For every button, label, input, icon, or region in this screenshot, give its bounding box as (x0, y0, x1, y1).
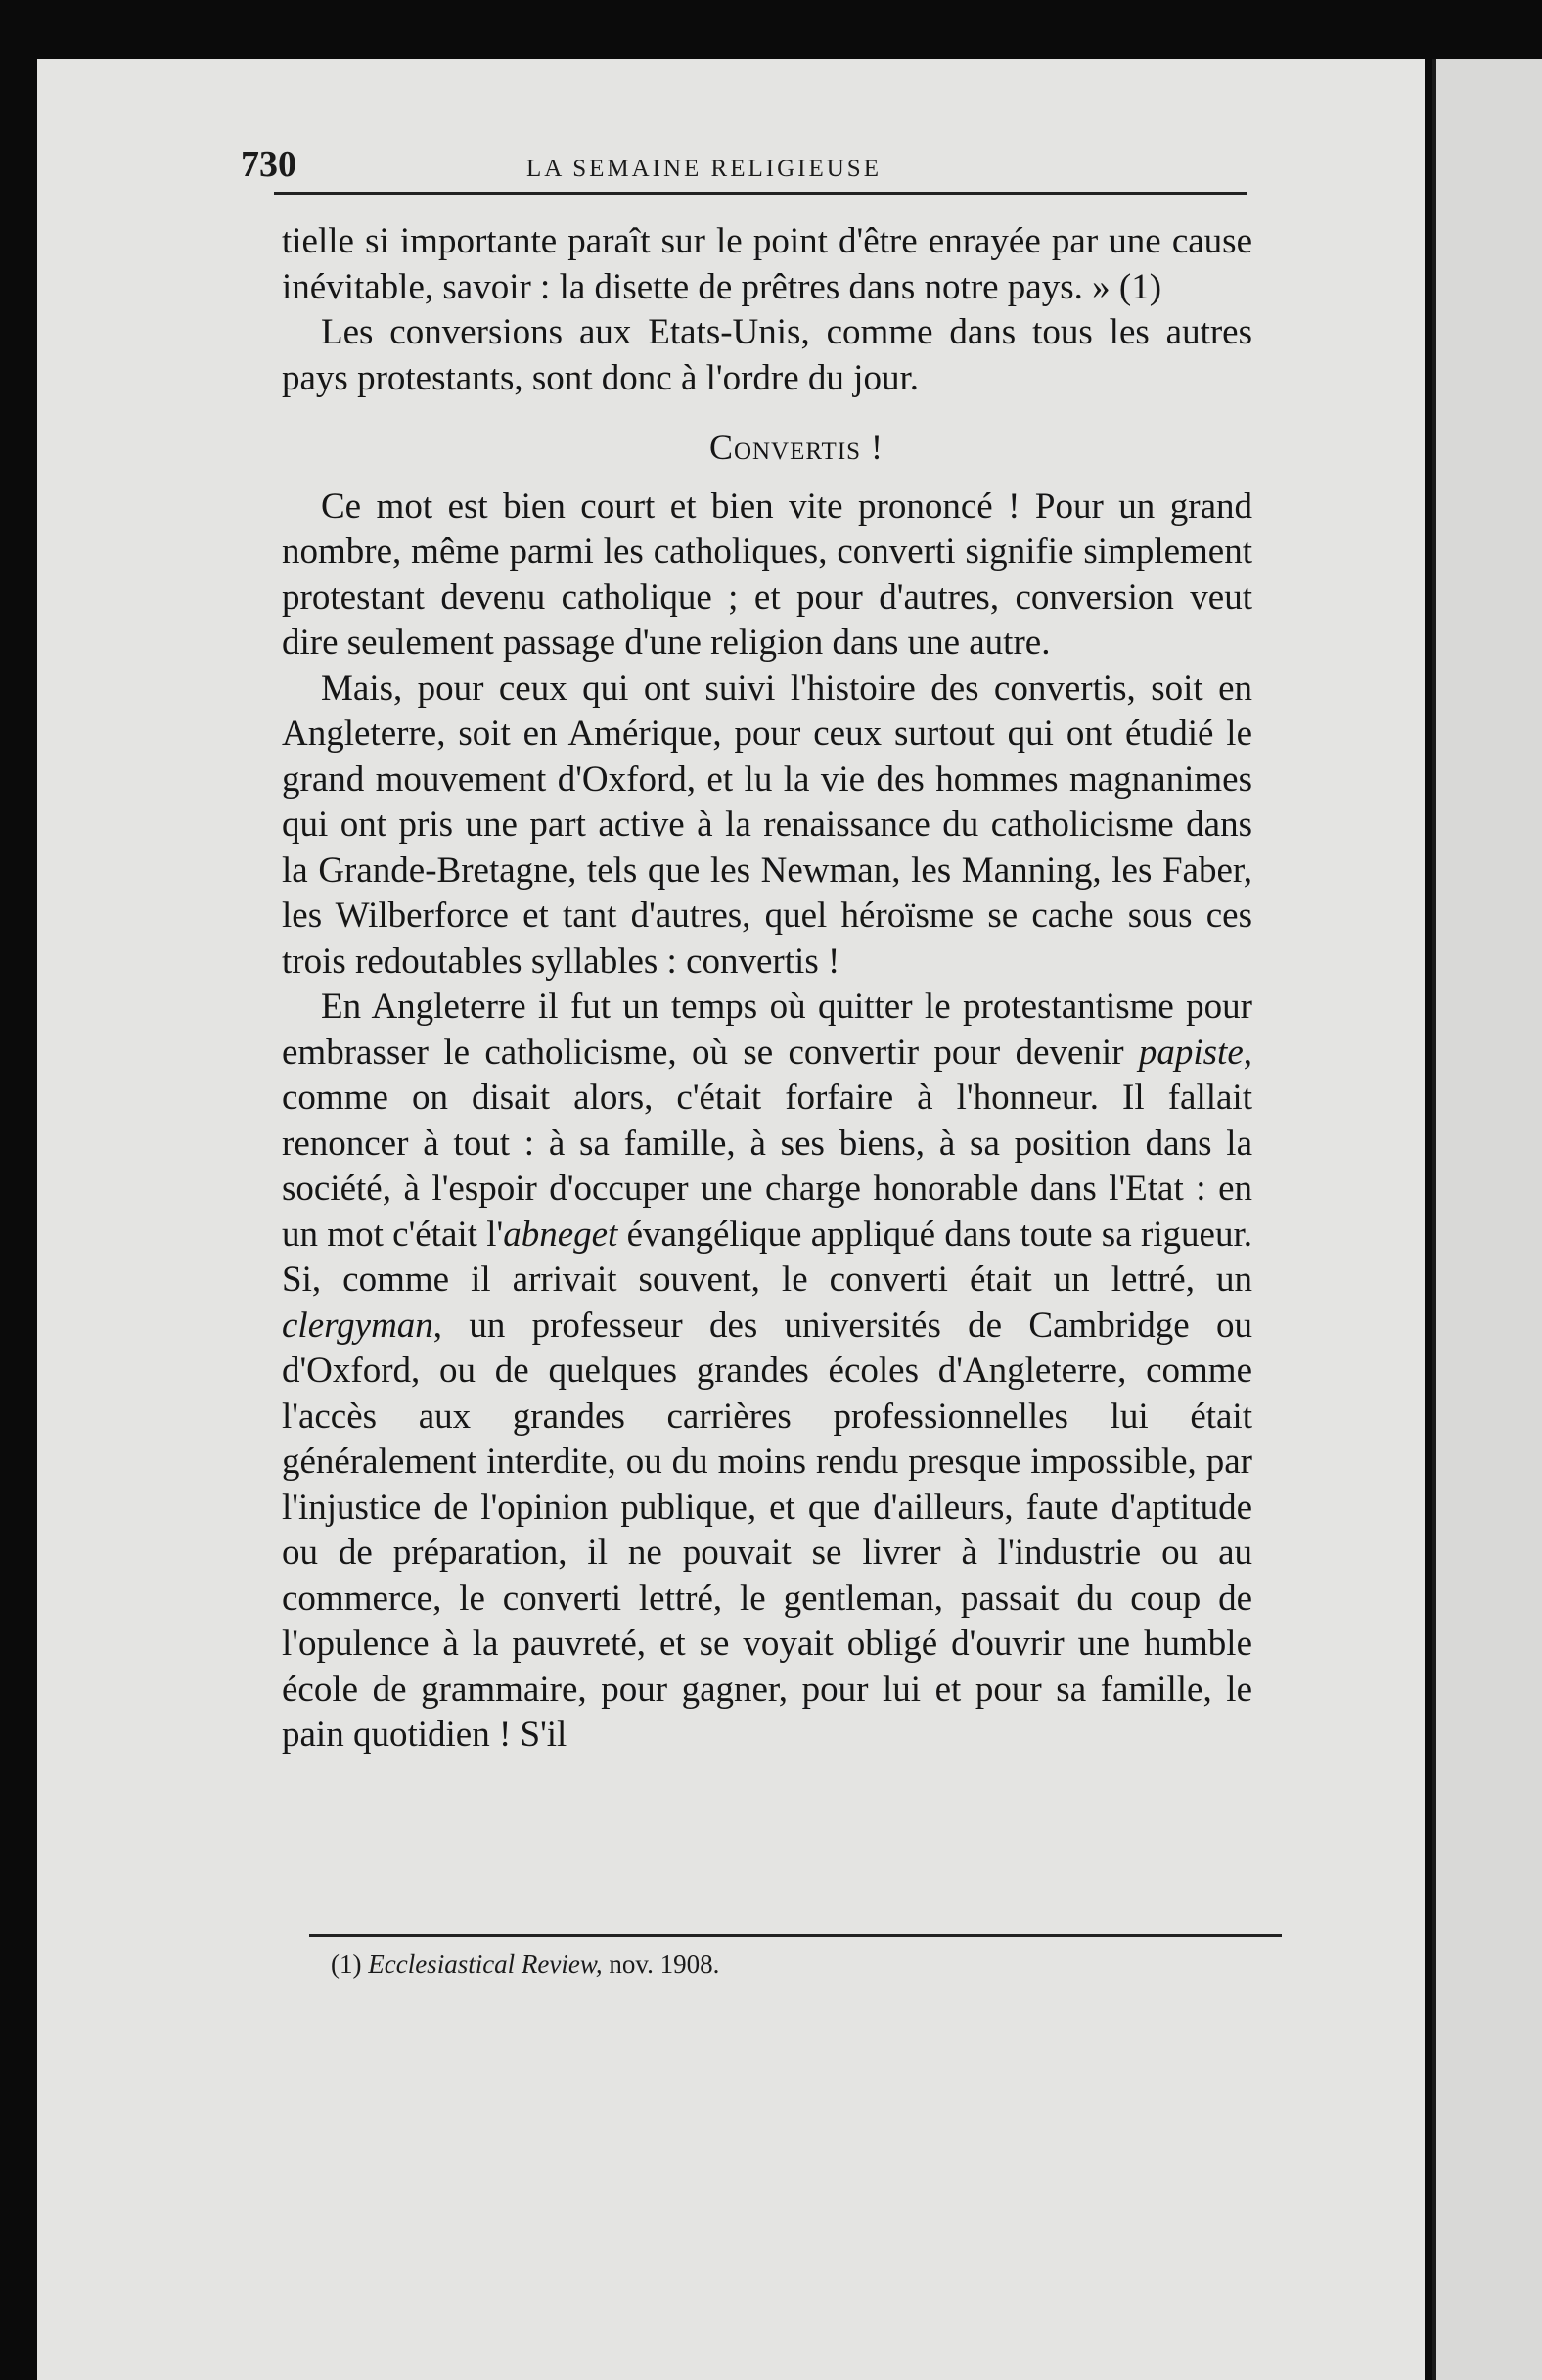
paragraph-conversions: Les conversions aux Etats-Unis, comme dans tous les autres pays protestants, sont donc à l'ordre du jour. (282, 312, 1252, 398)
footnote-source: Ecclesiastical Review, (368, 1949, 603, 1979)
italic-word: abneget (503, 1213, 618, 1255)
footnote-marker: (1) (331, 1949, 362, 1979)
italic-word: clergyman (282, 1304, 433, 1346)
section-heading (282, 425, 1252, 471)
footnote-date: nov. 1908. (609, 1949, 720, 1979)
paragraph-angleterre (282, 984, 1252, 1759)
text-run: , un professeur des universités de Cambridge ou d'Oxford, ou de quelques grandes écoles d'Angleterre, comme l'accès aux grandes carrières professionnelles lui était généralement interdite, ou du moins rendu presque impossible, par l'injustice de l'opinion publique, et que d'ailleurs, faute d'aptitude ou de préparation, il ne pouvait se livrer à l'industrie ou au commerce, le converti lettré, le gentleman, passait du coup de l'opulence à la pauvreté, et se voyait obligé d'ouvrir une humble école de grammaire, pour gagner, pour lui et pour sa famille, le pain quotidien ! S'il (282, 1304, 1252, 1755)
text-run: , comme on disait alors, c'était forfaire à l'honneur. Il fallait renoncer à tout : à sa famille, à ses biens, à sa position dans la société, à l'espoir d'occuper une charge honorable dans l'Etat : en un mot c'était l' (282, 1031, 1252, 1255)
body-text (282, 219, 1252, 1759)
adjacent-page-edge (1432, 59, 1542, 2380)
paragraph-ce-mot: Ce mot est bien court et bien vite prononcé ! Pour un grand nombre, même parmi les catholiques, converti signifie simplement protestant devenu catholique ; et pour d'autres, conversion veut dire seulement passage d'une religion dans une autre. (282, 485, 1252, 663)
running-title: LA SEMAINE RELIGIEUSE (526, 156, 882, 182)
footnote-rule (309, 1934, 1282, 1937)
paragraph-mais: Mais, pour ceux qui ont suivi l'histoire des convertis, soit en Angleterre, soit en Amérique, pour ceux surtout qui ont étudié le grand mouvement d'Oxford, et lu la vie des hommes magnanimes qui ont pris une part active à la renaissance du catholicisme dans la Grande-Bretagne, tels que les Newman, les Manning, les Faber, les Wilberforce et tant d'autres, quel héroïsme se cache sous ces trois redoutables syllables : convertis ! (282, 667, 1252, 982)
section-heading-text: Convertis ! (708, 428, 884, 467)
text-run: En Angleterre il fut un temps où quitter le protestantisme pour embrasser le catholicisme, où se convertir pour devenir (282, 986, 1252, 1073)
page-number: 730 (241, 144, 296, 185)
paragraph-continuation: tielle si importante paraît sur le point d'être enrayée par une cause inévitable, savoir : la disette de prêtres dans notre pays. » (1) (282, 221, 1252, 307)
header-rule (274, 192, 1247, 195)
italic-word: papiste (1138, 1031, 1244, 1073)
footnote (331, 1949, 719, 1980)
text-run: évangélique appliqué dans toute sa rigueur. Si, comme il arrivait souvent, le converti était un lettré, un (282, 1213, 1252, 1300)
